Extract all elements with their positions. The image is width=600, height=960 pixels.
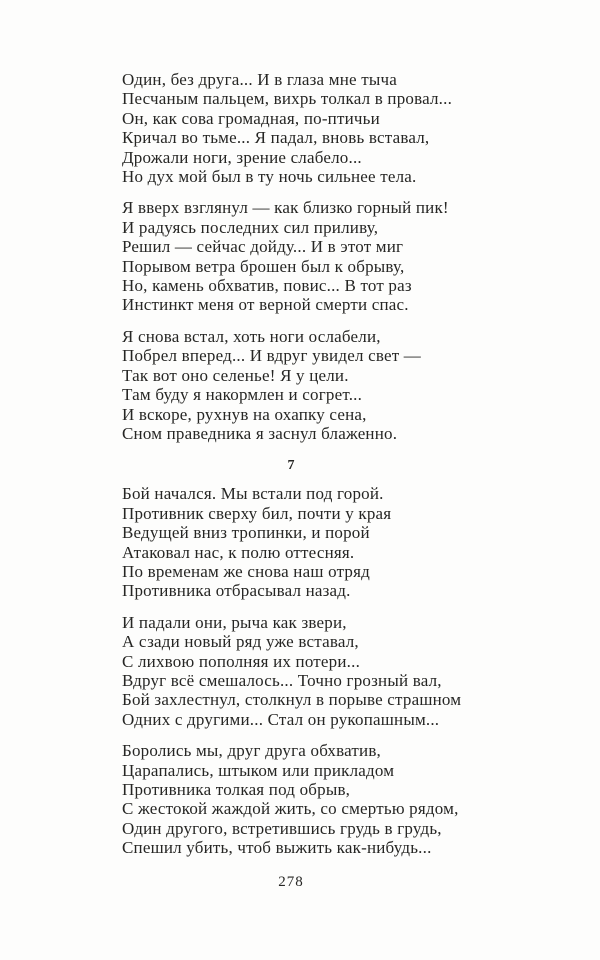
- poem-line: Порывом ветра брошен был к обрыву,: [122, 256, 405, 276]
- stanza-5: [122, 613, 460, 729]
- poem-line: Бой захлестнул, столкнул в порыве страшном: [122, 690, 462, 710]
- poem-line: А сзади новый ряд уже вставал,: [122, 632, 359, 652]
- poem-line: С жестокой жаждой жить, со смертью рядом,: [122, 799, 459, 819]
- poem-line: С лихвою пополняя их потери...: [122, 651, 361, 671]
- poem-line: Боролись мы, друг друга обхватив,: [122, 741, 382, 761]
- poem-line: Побрел вперед... И вдруг увидел свет —: [122, 346, 421, 366]
- poem-line: Противника отбрасывал назад.: [122, 581, 351, 601]
- stanza-3: [122, 327, 460, 443]
- poem-line: Кричал во тьме... Я падал, вновь вставал,: [122, 128, 430, 148]
- section-number: 7: [287, 458, 295, 474]
- poem-line: Я вверх взглянул — как близко горный пик!: [122, 198, 449, 218]
- poem-line: И радуясь последних сил приливу,: [122, 217, 379, 237]
- poem-line: Спешил убить, чтоб выжить как-нибудь...: [122, 838, 432, 858]
- poem-line: Один, без друга... И в глаза мне тыча: [122, 70, 397, 89]
- poem-line: Но дух мой был в ту ночь сильнее тела.: [122, 167, 417, 187]
- page-number: 278: [278, 873, 304, 890]
- poem-line: Противник сверху бил, почти у края: [122, 503, 392, 523]
- poem-line: Решил — сейчас дойду... И в этот миг: [122, 237, 404, 257]
- poem-line: Но, камень обхватив, повис... В тот раз: [122, 276, 412, 296]
- poem-line: И падали они, рыча как звери,: [122, 612, 347, 632]
- poem-line: Сном праведника я заснул блаженно.: [122, 423, 398, 443]
- poem-line: Бой начался. Мы встали под горой.: [122, 484, 384, 504]
- poem-line: По временам же снова наш отряд: [122, 561, 370, 581]
- poem-line: Ведущей вниз тропинки, и порой: [122, 523, 370, 543]
- poem-line: Я снова встал, хоть ноги ослабели,: [122, 326, 381, 346]
- stanza-1: [122, 70, 460, 186]
- poem-text-block: [122, 70, 460, 891]
- poem-line: Инстинкт меня от верной смерти спас.: [122, 295, 409, 315]
- poem-line: Дрожали ноги, зрение слабело...: [122, 147, 362, 167]
- poem-line: Одних с другими... Стал он рукопашным...: [122, 709, 440, 729]
- poem-line: И вскоре, рухнув на охапку сена,: [122, 404, 367, 424]
- stanza-2: [122, 198, 460, 314]
- poem-line: Песчаным пальцем, вихрь толкал в провал...: [122, 89, 453, 109]
- stanza-6: [122, 741, 460, 857]
- poem-line: Один другого, встретившись грудь в грудь,: [122, 818, 442, 838]
- poem-line: Там буду я накормлен и согрет...: [122, 385, 363, 405]
- poem-line: Противника толкая под обрыв,: [122, 780, 351, 799]
- poem-line: Так вот оно селенье! Я у цели.: [122, 365, 349, 385]
- poem-line: Царапались, штыком или прикладом: [122, 760, 395, 780]
- poem-line: Вдруг всё смешалось... Точно грозный вал,: [122, 670, 442, 690]
- stanza-4: [122, 484, 460, 600]
- poem-line: Атаковал нас, к полю оттесняя.: [122, 542, 355, 562]
- poem-line: Он, как сова громадная, по-птичьи: [122, 108, 380, 128]
